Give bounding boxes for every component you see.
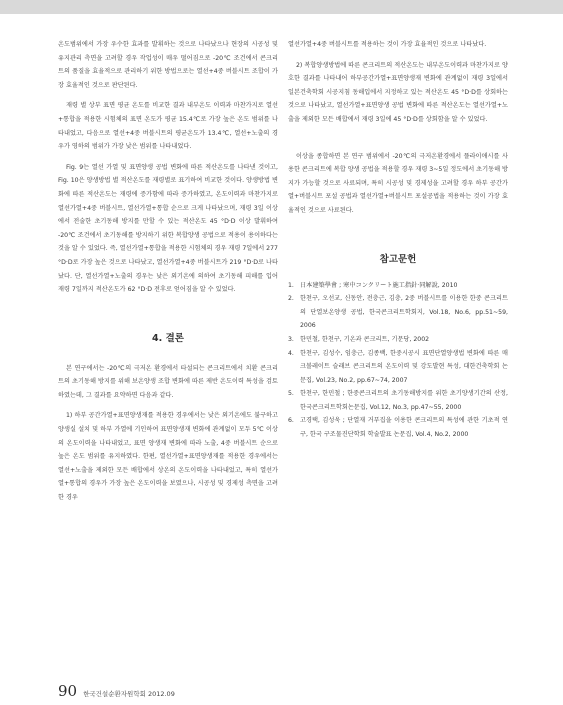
body-paragraph: Fig. 9는 열선 가열 및 표면양생 공법 변화에 따른 적산온도를 나타낸 것이고, Fig. 10은 양생방법 별 적산온도를 재령별로 표기하여 비교한 것이다. 양생방법 변화에 따른 적산온도는 재령에 증가함에 따라 증가하였고, 온도이력과 마찬가지로 열선가열+4중 버블시트, 열선가열+통합 순으로 크게 나타났으며, 재령 3일 이상에서 전술한 초기동해 방지를 만할 수 있는 적산온도 45 °D·D 이상 발휘하여 -20℃ 조건에서 초기동해를 방지하기 위한 복합양생 공법으로 적용이 용이하다는 것을 알 수 있었다. 즉, 열선가열+통합을 적용한 시험체의 경우 재령 7일에서 277 °D·D로 가장 높은 것으로 나타났고, 열선가열+4중 버블시트가 219 °D·D로 나타났다. 단, 열선가열+노출의 경우는 낮은 외기온에 의하여 초기동해 피해를 입어 재령 7일까지 적산온도가 62 °D·D 전후로 얻어짐을 알 수 있었다. (58, 163, 280, 294)
reference-number: 5. (288, 390, 294, 398)
page-number: 90 (58, 682, 78, 700)
left-column (58, 38, 278, 512)
right-column (288, 38, 508, 442)
references-heading: 참고문헌 (379, 253, 417, 265)
reference-item (288, 292, 508, 333)
body-paragraph: 온도범위에서 가장 우수한 효과를 발휘하는 것으로 나타났으나 현장의 시공성 및 유지관리 측면을 고려할 경우 작업성이 매우 떨어짐으로 -20℃ 조건에서 콘크리트의 품질을 효율적으로 관리하기 위한 방법으로는 열선+4중 버블시트 조합이 가장 효율적인 것으로 판단된다. (58, 41, 280, 89)
conclusion-paragraph: 1) 하부 공간가열+표면양생재를 적용한 경우에서는 낮은 외기온에도 불구하고 양생실 설치 및 하부 가열에 기인하여 표면양생재 변화에 관계없이 모두 5℃ 이상의 온도이력을 나타내었고, 표면 양생재 변화에 따라 노출, 4중 버블시트 순으로 높은 온도 범위를 유지하였다. 한편, 열선가열+표면양생재를 적용한 경우에서는 열선+노출을 제외한 모든 배합에서 상온의 온도이력을 나타내었고, 특히 열선가열+통합의 경우가 가장 높은 온도이력을 보였으나, 시공성 및 경제성 측면을 고려한 경우 (58, 412, 280, 502)
body-paragraph: 재령 별 상부 표면 평균 온도를 비교한 결과 내부온도 이력과 마찬가지로 열선+통합을 적용한 시험체의 표면 온도가 평균 15.4℃로 가장 높은 온도 범위를 나타내었고, 다음으로 열선+4중 버블시트의 평균온도가 13.4℃, 열선+노출의 경우가 영하의 범위가 가장 낮은 범위를 나타내었다. (58, 102, 278, 151)
conclusion-heading: 4. 결론 (152, 332, 184, 344)
body-paragraph: 이상을 종합하면 본 연구 범위에서 -20℃의 극저온환경에서 플라이애시를 사용한 콘크리트에 복합 양생 공법을 적용할 경우 재령 3~5일 정도에서 초기동해 방지가 가능할 것으로 사료되며, 특히 시공성 및 경제성을 고려할 경우 하부 공간가열+버블시트 포설 공법과 열선가열+버블시트 포설공법을 적용하는 것이 가장 효율적인 것으로 사료된다. (288, 152, 508, 214)
journal-name: 한국건설순환자원학회 2012.09 (83, 690, 175, 698)
reference-number: 3. (288, 335, 294, 343)
reference-item (288, 347, 508, 388)
body-paragraph: 2) 복합양생방법에 따른 콘크리트의 적산온도는 내부온도이력과 마찬가지로 양호한 결과를 나타내어 하부공간가열+표면양생재 변화에 관계없이 재령 3일에서 일본건축학회 시공지침 동해입에서 지정하고 있는 적산온도 45 °D·D를 상회하는 것으로 나타났고, 열선가열+표면양생 공법 변화에 따른 적산온도는 열선가열+노출을 제외한 모든 배합에서 재령 3일에 45 °D·D를 상회함을 알 수 있었다. (288, 61, 510, 123)
reference-text: 한천구, 한민철 ; 한중콘크리트의 초기동해방지를 위한 초기양생기간의 산정, 한국콘크리트학회논문집, Vol.12, No.3, pp.47~55, 2000 (300, 390, 508, 411)
reference-item (288, 414, 508, 441)
reference-item (288, 387, 508, 414)
reference-text: 日本建築學會 ; 寒中コンクリート施工指針·同解說, 2010 (300, 281, 458, 289)
body-paragraph: 열선가열+4중 버블시트를 적용하는 것이 가장 효율적인 것으로 나타났다. (288, 41, 487, 48)
reference-item (288, 333, 508, 347)
reference-number: 4. (288, 349, 294, 357)
header-bar (0, 0, 563, 14)
conclusion-paragraph: 본 연구에서는 -20℃의 극저온 환경에서 타설되는 콘크리트에서 치환 콘크리트의 초기동해 방지를 위해 보온양생 조합 변화에 따른 제반 온도이력 특성을 검토하였는데, 그 결과를 요약하면 다음과 같다. (58, 364, 278, 399)
reference-text: 한민철, 한천구, 기온과 콘크리트, 기문당, 2002 (300, 335, 430, 343)
reference-item (288, 279, 508, 293)
reference-text: 고경택, 김성욱 ; 단열재 거푸집을 이용한 콘크리트의 특성에 관한 기초적 연구, 한국 구조물진단학회 학술발표 논문집, Vol.4, No.2, 2000 (300, 417, 508, 439)
page-footer (58, 682, 175, 698)
reference-text: 한천구, 오선교, 신동안, 전충근, 김충, 2중 버블시트를 이용한 한중 콘크리트의 단열보온양생 공법, 한국콘크리트학회지, Vol.18, No.6, pp.51~59, 2006 (300, 295, 508, 330)
reference-text: 한천구, 김성수, 임충근, 김종백, 한중시공시 표면단열양생법 변화에 따른 매크볼레이트 슬래브 콘크리트의 온도이력 및 강도발현 특성, 대한건축학회 논문집, Vol.23, No.2, pp.67~74, 2007 (300, 349, 508, 384)
reference-number: 1. (288, 281, 294, 289)
references-list (288, 279, 508, 442)
reference-number: 2. (288, 295, 294, 303)
reference-number: 6. (288, 417, 294, 425)
